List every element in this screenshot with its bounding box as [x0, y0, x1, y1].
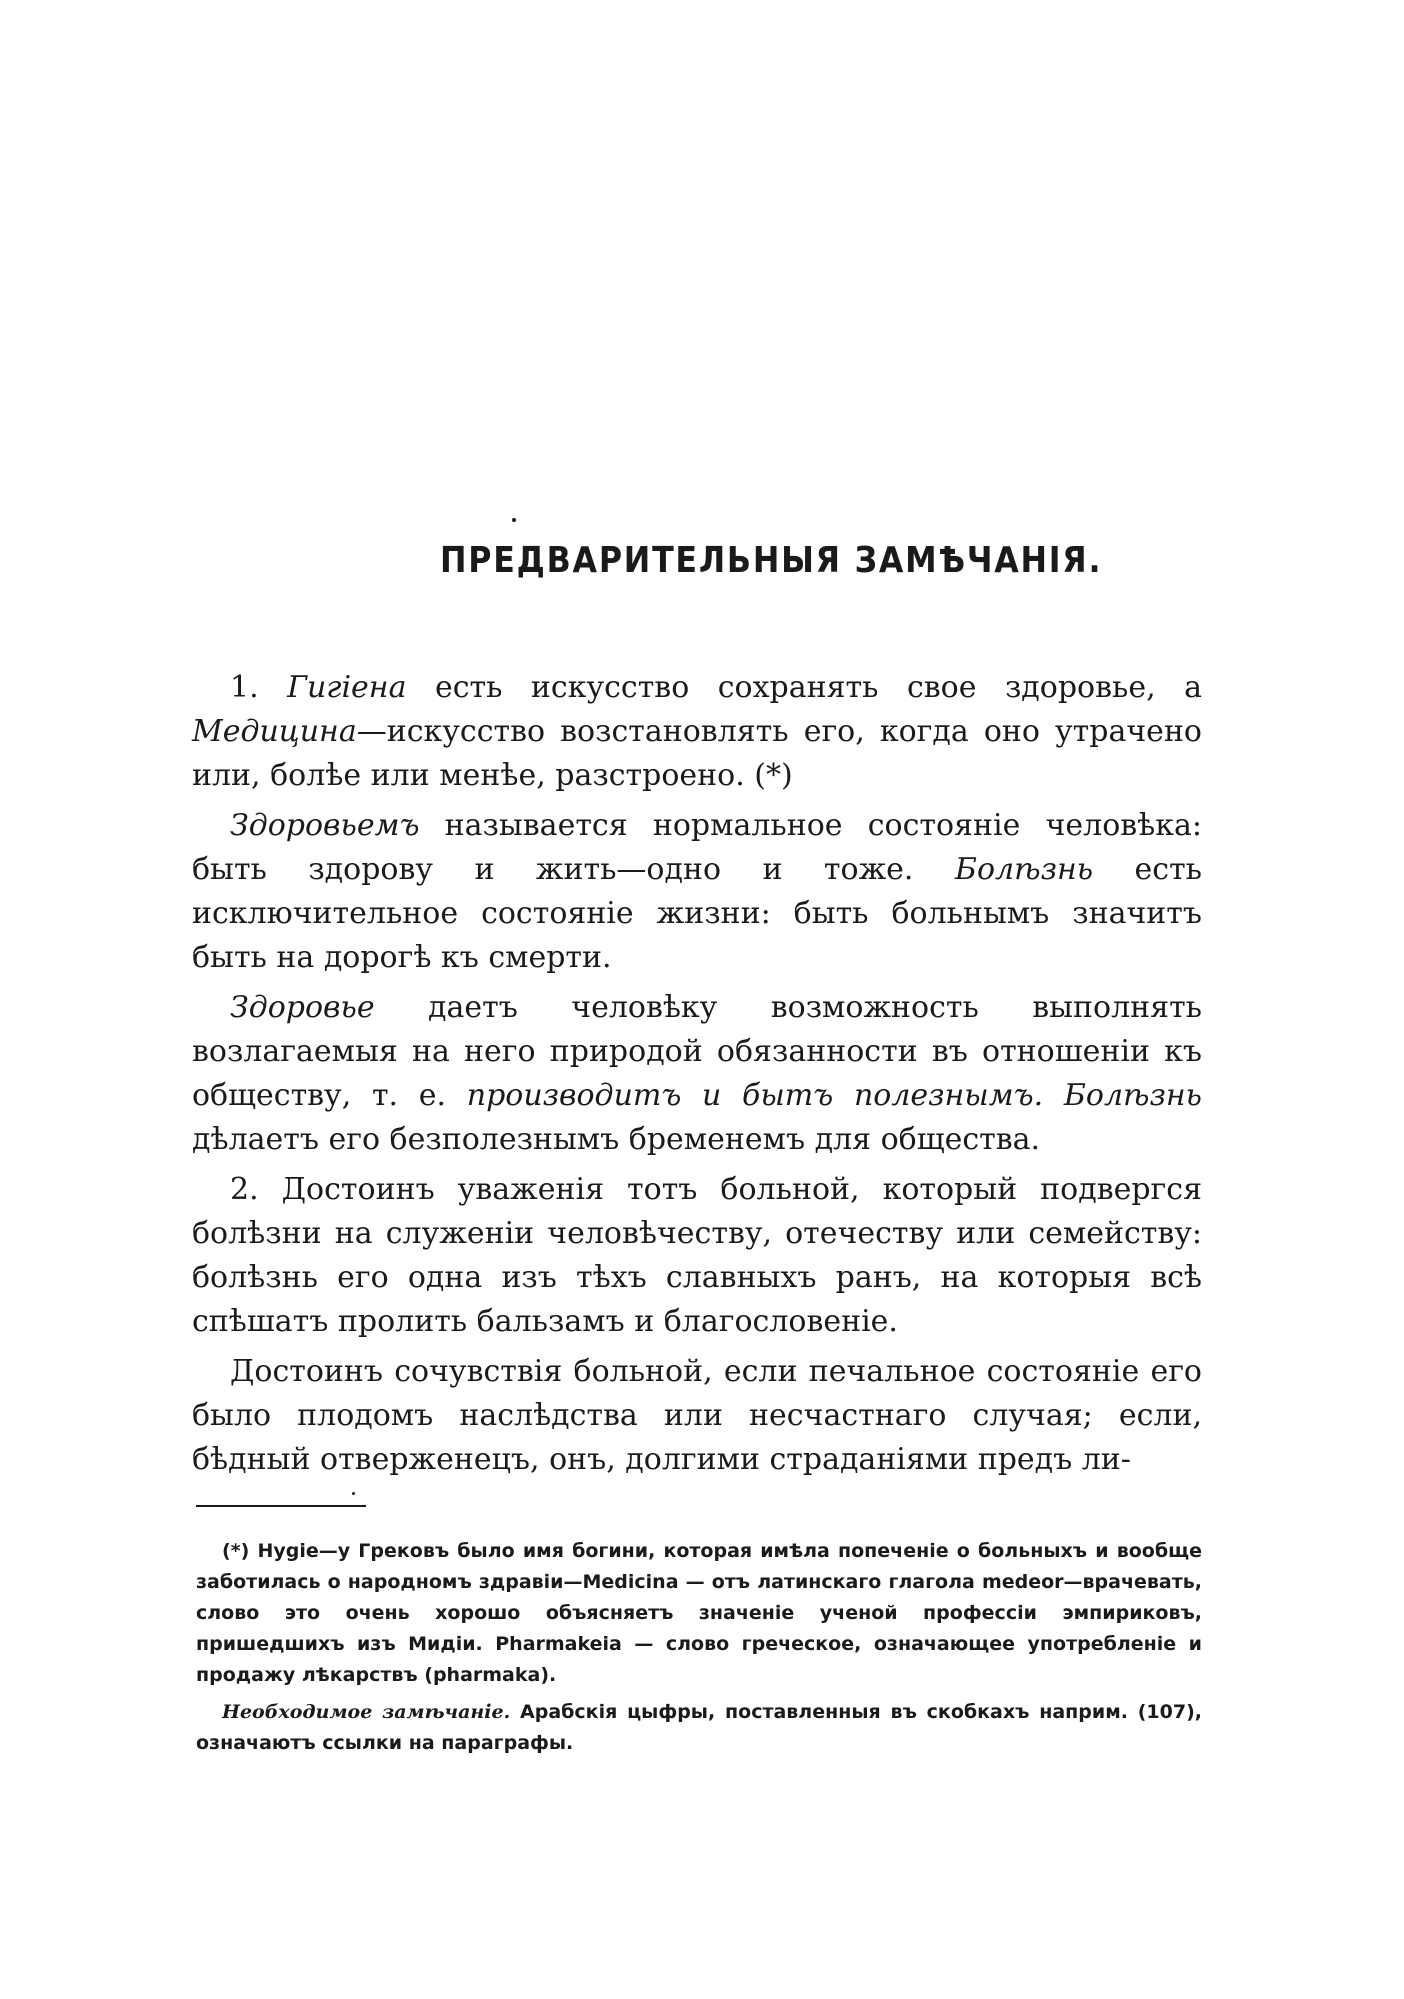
- paragraph-text: даетъ человѣку возможность выполнять возлагаемыя на него природой обязанности въ отношеніи къ обществу, т. е.: [192, 990, 1202, 1113]
- section-number: 1.: [230, 670, 288, 705]
- paragraph-text: [1043, 1078, 1064, 1113]
- paragraph-text: есть исключительное состояніе жизни: быть больнымъ значитъ быть на дорогѣ къ смерти.: [192, 852, 1202, 975]
- emphasis-phrase: производитъ и бытъ полезнымъ.: [466, 1078, 1044, 1113]
- footnotes: [196, 1536, 1202, 1765]
- decorative-dot: [352, 1492, 355, 1495]
- paragraph-4: 2. Достоинъ уваженія тотъ больной, который подвергся болѣзни на служеніи человѣчеству, отечеству или семейству: болѣзнь его одна изъ тѣхъ славныхъ ранъ, на которыя всѣ спѣшатъ пролить бальзамъ и благословеніе.: [192, 1172, 1202, 1339]
- footnote-2: [196, 1697, 1202, 1759]
- term-disease: Болѣзнь: [1063, 1078, 1202, 1113]
- term-disease: Болѣзнь: [954, 852, 1094, 887]
- paragraph-text: называется нормальное состояніе человѣка: быть здорову и жить—одно и тоже.: [192, 808, 1202, 887]
- decorative-dot: [512, 518, 516, 522]
- footnote-divider: [196, 1505, 366, 1507]
- paragraph-text: —искусство возстановлять его, когда оно утрачено или, болѣе или менѣе, разстроено. (*): [192, 714, 1202, 793]
- paragraph-text: дѣлаетъ его безполезнымъ бременемъ для общества.: [192, 1122, 1041, 1157]
- note-text: Арабскія цыфры, поставленныя въ скобкахъ наприм. (107), означаютъ ссылки на параграфы.: [196, 1701, 1202, 1754]
- page-title: ПРЕДВАРИТЕЛЬНЫЯ ЗАМѢЧАНІЯ.: [440, 540, 1103, 581]
- term-health: Здоровье: [230, 990, 375, 1025]
- term-hygiene: Гигіена: [287, 670, 407, 705]
- paragraph-2: [192, 804, 1202, 980]
- paragraph-text: есть искусство сохранять свое здоровье, а: [406, 670, 1202, 705]
- main-text: [192, 666, 1202, 1488]
- paragraph-3: [192, 986, 1202, 1162]
- paragraph-5: Достоинъ сочувствія больной, если печальное состояніе его было плодомъ наслѣдства или несчастнаго случая; если, бѣдный отверженецъ, онъ, долгими страданіями предъ ли-: [192, 1354, 1202, 1477]
- note-heading: Необходимое замѣчаніе.: [222, 1701, 511, 1723]
- footnote-1: (*) Hygie—у Грековъ было имя богини, которая имѣла попеченіе о больныхъ и вообще заботилась о народномъ здравіи—Medicina — отъ латинскаго глагола medeor—врачевать, слово это очень хорошо объясняетъ значеніе ученой профессіи эмпириковъ, пришедшихъ изъ Мидіи. Pharmakeia — слово греческое, означающее употребленіе и продажу лѣкарствъ (pharmaka).: [196, 1540, 1202, 1686]
- term-medicine: Медицина: [192, 714, 357, 749]
- term-health: Здоровьемъ: [230, 808, 420, 843]
- paragraph-1: [192, 666, 1202, 798]
